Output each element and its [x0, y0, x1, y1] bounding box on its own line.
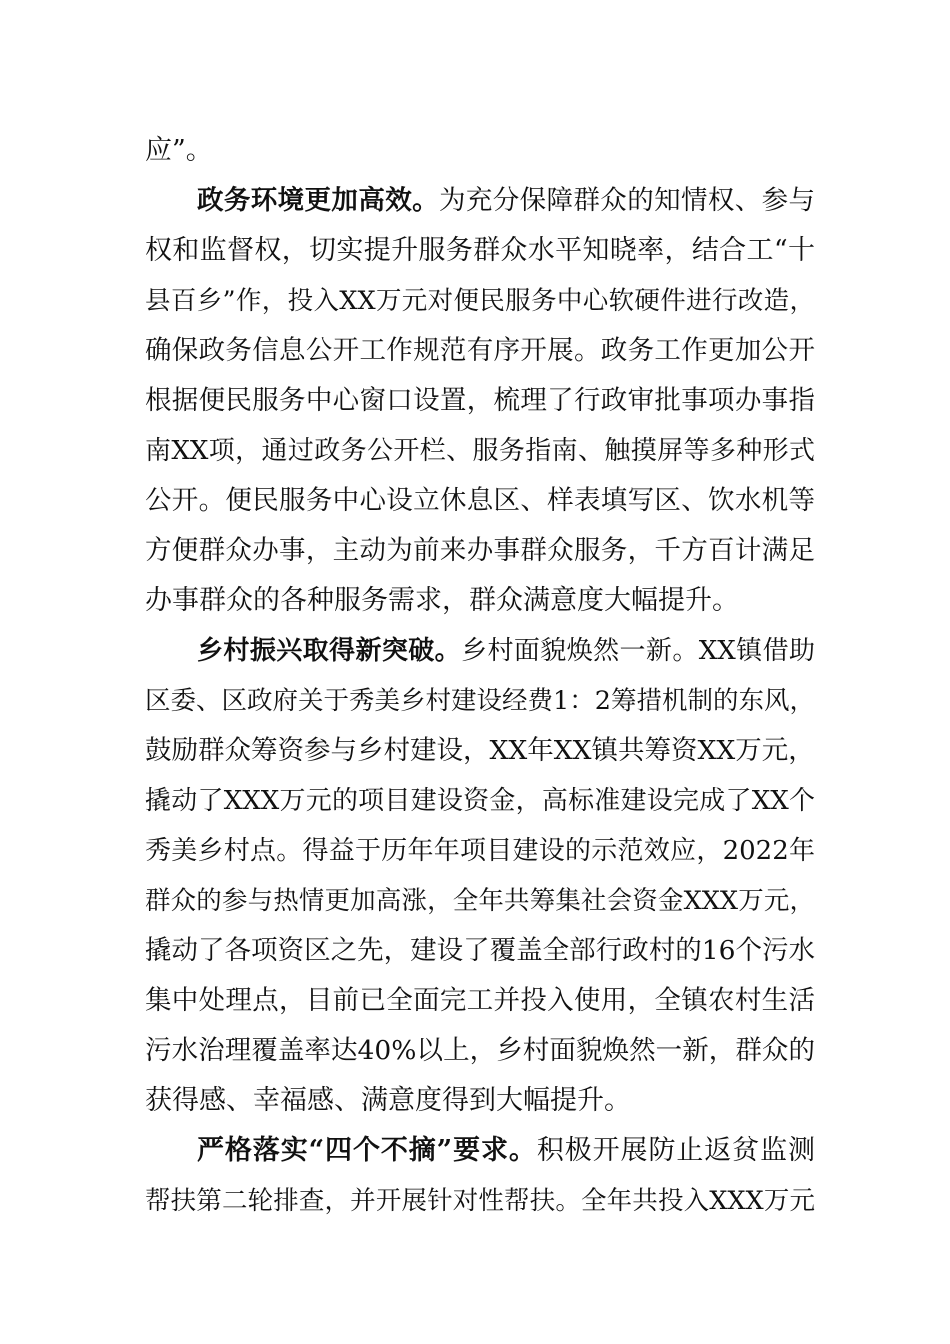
text-line: 确保政务信息公开工作规范有序开展。政务工作更加公开 — [145, 335, 815, 366]
paragraph-heading-line: 政务环境更加高效。为充分保障群众的知情权、参与 — [197, 185, 816, 216]
text-line: 鼓励群众筹资参与乡村建设，XX年XX镇共筹资XX万元， — [145, 735, 815, 766]
paragraph-heading-line: 乡村振兴取得新突破。乡村面貌焕然一新。XX镇借助 — [197, 636, 815, 666]
text-line: 秀美乡村点。得益于历年年项目建设的示范效应，2022年 — [145, 836, 815, 866]
text-line: 办事群众的各种服务需求，群众满意度大幅提升。 — [145, 585, 739, 616]
text-line: 撬动了XXX万元的项目建设资金，高标准建设完成了XX个 — [145, 786, 815, 816]
text-line: 集中处理点，目前已全面完工并投入使用，全镇农村生活 — [145, 985, 815, 1016]
text-line: 根据便民服务中心窗口设置，梳理了行政审批事项办事指 — [145, 385, 815, 416]
paragraph-lead-heading: 乡村振兴取得新突破。 — [197, 636, 462, 666]
text-line: 县百乡”作，投入XX万元对便民服务中心软硬件进行改造， — [145, 286, 815, 316]
text-line: 群众的参与热情更加高涨，全年共筹集社会资金XXX万元， — [145, 886, 815, 916]
text-line: 权和监督权，切实提升服务群众水平知晓率，结合工“十 — [145, 235, 815, 266]
paragraph-heading-line: 严格落实“四个不摘”要求。积极开展防止返贫监测 — [197, 1135, 815, 1166]
text-line: 应”。 — [145, 135, 213, 166]
text-line: 南XX项，通过政务公开栏、服务指南、触摸屏等多种形式 — [145, 436, 815, 466]
text-line: 撬动了各项资区之先，建设了覆盖全部行政村的16个污水 — [145, 935, 815, 966]
text-line: 方便群众办事，主动为前来办事群众服务，千方百计满足 — [145, 535, 815, 566]
text-line: 污水治理覆盖率达40%以上，乡村面貌焕然一新，群众的 — [145, 1035, 815, 1066]
text-line: 获得感、幸福感、满意度得到大幅提升。 — [145, 1085, 631, 1116]
paragraph-lead-heading: 政务环境更加高效。 — [197, 185, 439, 216]
paragraph-lead-heading: 严格落实“四个不摘”要求。 — [197, 1135, 537, 1166]
text-line: 区委、区政府关于秀美乡村建设经费1：2筹措机制的东风， — [145, 686, 815, 716]
text-line: 帮扶第二轮排查，并开展针对性帮扶。全年共投入XXX万元 — [145, 1186, 815, 1216]
text-line: 公开。便民服务中心设立休息区、样表填写区、饮水机等 — [145, 485, 815, 516]
